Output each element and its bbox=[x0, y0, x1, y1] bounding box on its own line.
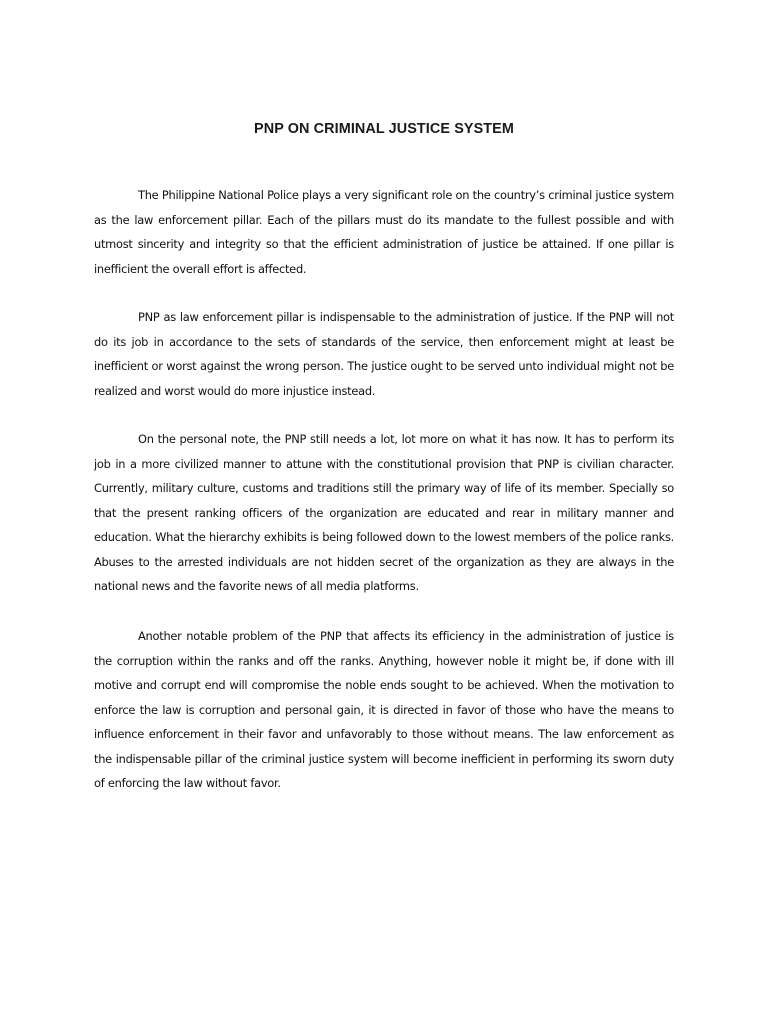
paragraph-1: The Philippine National Police plays a very significant role on the country’s criminal justice system as the law enforcement pillar. Each of the pillars must do its mandate to the fullest possible and with utmost sincerity and integrity so that the efficient administration of justice be attained. If one pillar is inefficient the overall effort is affected. bbox=[94, 188, 674, 276]
paragraph-2: PNP as law enforcement pillar is indispensable to the administration of justice. If the PNP will not do its job in accordance to the sets of standards of the service, then enforcement might at least be inefficient or worst against the wrong person. The justice ought to be served unto individual might not be realized and worst would do more injustice instead. bbox=[94, 310, 674, 398]
paragraph-3: On the personal note, the PNP still needs a lot, lot more on what it has now. It has to perform its job in a more civilized manner to attune with the constitutional provision that PNP is civilian character. Currently, military culture, customs and traditions still the primary way of life of its member. Specially so that the present ranking officers of the organization are educated and rear in military manner and education. What the hierarchy exhibits is being followed down to the lowest members of the police ranks. Abuses to the arrested individuals are not hidden secret of the organization as they are always in the national news and the favorite news of all media platforms. bbox=[94, 432, 674, 593]
document-title: PNP ON CRIMINAL JUSTICE SYSTEM bbox=[254, 121, 514, 137]
paragraph-4: Another notable problem of the PNP that affects its efficiency in the administration of justice is the corruption within the ranks and off the ranks. Anything, however noble it might be, if done with ill motive and corrupt end will compromise the noble ends sought to be achieved. When the motivation to enforce the law is corruption and personal gain, it is directed in favor of those who have the means to influence enforcement in their favor and unfavorably to those without means. The law enforcement as the indispensable pillar of the criminal justice system will become inefficient in performing its sworn duty of enforcing the law without favor. bbox=[94, 629, 674, 790]
